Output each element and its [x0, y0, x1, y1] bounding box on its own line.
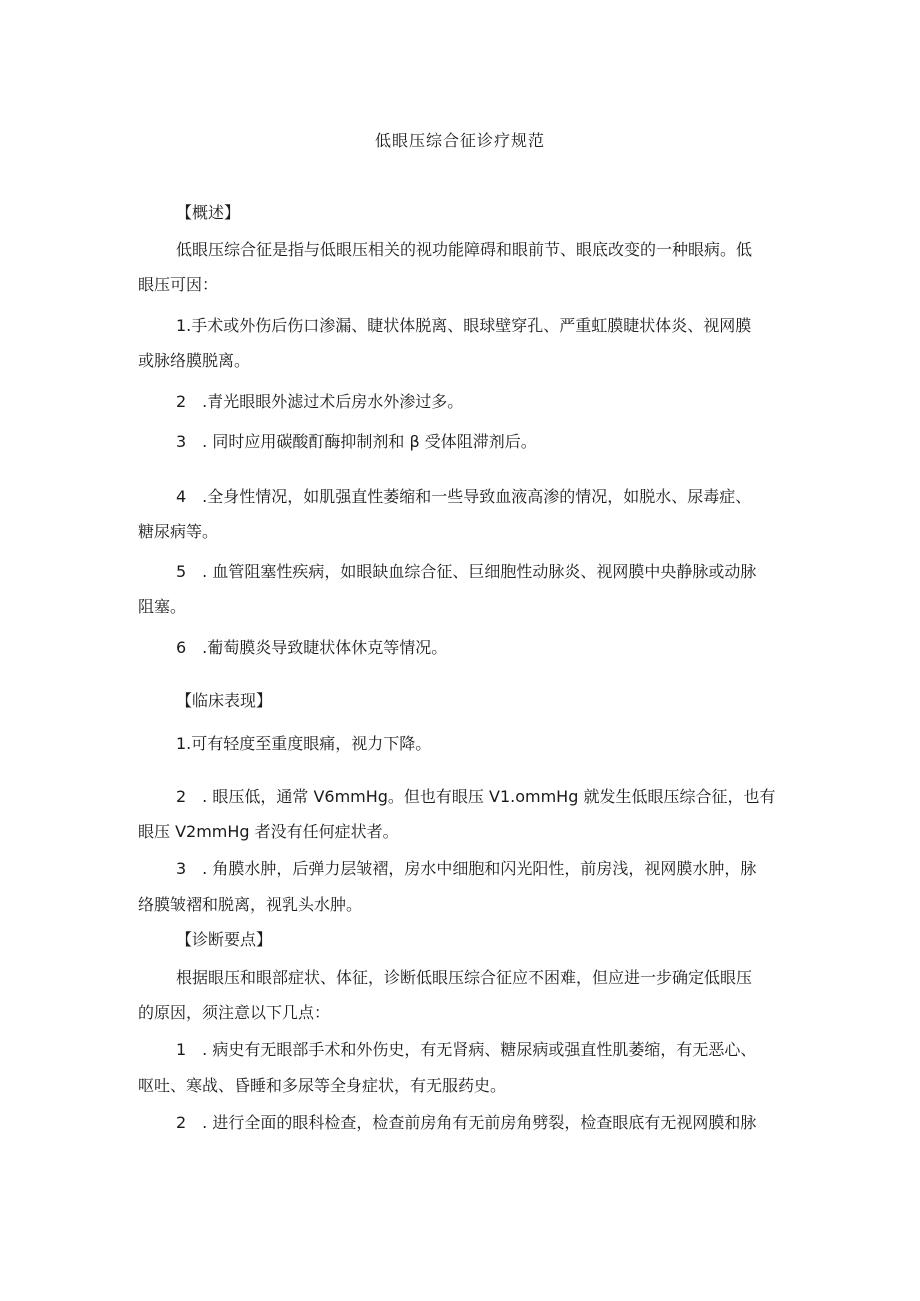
list-item: 4 .全身性情况，如肌强直性萎缩和一些导致血液高渗的情况，如脱水、尿毒症、	[176, 487, 752, 506]
paragraph-line: 低眼压综合征是指与低眼压相关的视功能障碍和眼前节、眼底改变的一种眼病。低	[176, 240, 753, 259]
list-item: 络膜皱褶和脱离，视乳头水肿。	[138, 895, 363, 914]
list-item: 或脉络膜脱离。	[138, 351, 251, 370]
list-item: 3 . 角膜水肿，后弹力层皱褶，房水中细胞和闪光阳性，前房浅，视网膜水肿，脉	[176, 859, 757, 878]
list-item: 5 . 血管阻塞性疾病，如眼缺血综合征、巨细胞性动脉炎、视网膜中央静脉或动脉	[176, 562, 757, 581]
paragraph-line: 的原因，须注意以下几点：	[138, 1003, 331, 1022]
list-item: 2 .青光眼眼外滤过术后房水外渗过多。	[176, 392, 464, 411]
section-heading-clinical: 【临床表现】	[176, 691, 273, 710]
list-item: 2 . 眼压低，通常 V6mmHg。但也有眼压 V1.ommHg 就发生低眼压综合征，也有	[176, 787, 776, 806]
list-item: 糖尿病等。	[138, 522, 219, 541]
list-item: 阻塞。	[138, 597, 187, 616]
list-item: 1.手术或外伤后伤口渗漏、睫状体脱离、眼球壁穿孔、严重虹膜睫状体炎、视网膜	[176, 316, 752, 335]
document-title: 低眼压综合征诊疗规范	[374, 131, 545, 150]
list-item: 3 . 同时应用碳酸酊酶抑制剂和 β 受体阻滞剂后。	[176, 432, 537, 451]
list-item: 6 .葡萄膜炎导致睫状体休克等情况。	[176, 638, 448, 657]
list-item: 眼压 V2mmHg 者没有任何症状者。	[138, 822, 399, 841]
list-item: 呕吐、寒战、昏睡和多尿等全身症状，有无服药史。	[138, 1076, 507, 1095]
list-item: 1 . 病史有无眼部手术和外伤史，有无肾病、糖尿病或强直性肌萎缩，有无恶心、	[176, 1040, 757, 1059]
section-heading-diagnosis: 【诊断要点】	[176, 930, 273, 949]
paragraph-line: 眼压可因：	[138, 275, 219, 294]
list-item: 2 . 进行全面的眼科检查，检查前房角有无前房角劈裂，检查眼底有无视网膜和脉	[176, 1113, 757, 1132]
paragraph-line: 根据眼压和眼部症状、体征，诊断低眼压综合征应不困难，但应进一步确定低眼压	[176, 968, 753, 987]
section-heading-overview: 【概述】	[176, 203, 241, 222]
list-item: 1.可有轻度至重度眼痛，视力下降。	[176, 734, 432, 753]
